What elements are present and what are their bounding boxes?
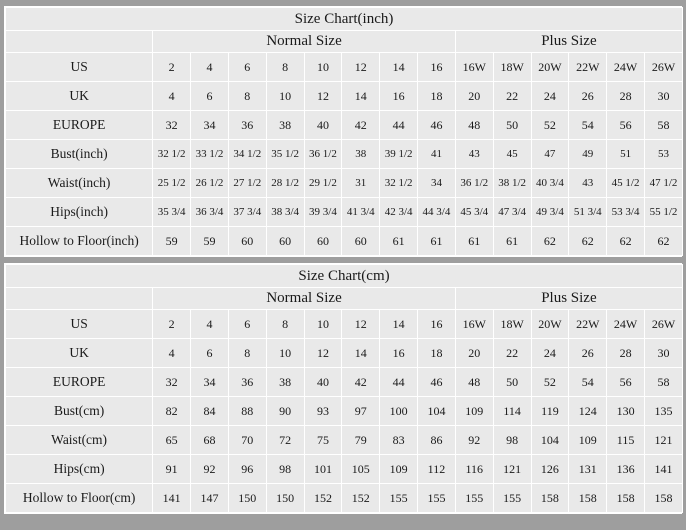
cell: 34 1/2 [228, 140, 266, 169]
cell: 26W [645, 53, 683, 82]
cell: 4 [191, 310, 229, 339]
cell: 155 [493, 484, 531, 513]
cell: 60 [266, 227, 304, 256]
cell: 14 [380, 53, 418, 82]
cell: 8 [266, 310, 304, 339]
cell: 4 [153, 82, 191, 111]
cell: 109 [380, 455, 418, 484]
cell: 49 3/4 [531, 198, 569, 227]
cell: 70 [228, 426, 266, 455]
cell: 47 1/2 [645, 169, 683, 198]
cell: 16W [455, 310, 493, 339]
cell: 51 3/4 [569, 198, 607, 227]
cell: 39 1/2 [380, 140, 418, 169]
row-label: Waist(cm) [6, 426, 153, 455]
cell: 35 3/4 [153, 198, 191, 227]
cell: 14 [342, 82, 380, 111]
cell: 12 [342, 53, 380, 82]
cell: 2 [153, 310, 191, 339]
cell: 28 [607, 82, 645, 111]
table-row [6, 310, 683, 339]
cell: 109 [455, 397, 493, 426]
cell: 10 [266, 82, 304, 111]
cell: 105 [342, 455, 380, 484]
cell: 88 [228, 397, 266, 426]
size-chart-cm [4, 263, 682, 514]
cell: 60 [342, 227, 380, 256]
cell: 101 [304, 455, 342, 484]
cell: 10 [266, 339, 304, 368]
group-row-spacer [6, 31, 153, 53]
cell: 136 [607, 455, 645, 484]
group-row-spacer [6, 288, 153, 310]
table-title-row [6, 8, 683, 31]
row-label: Bust(inch) [6, 140, 153, 169]
cell: 20W [531, 53, 569, 82]
cell: 41 [418, 140, 456, 169]
cell: 152 [342, 484, 380, 513]
cell: 33 1/2 [191, 140, 229, 169]
cell: 86 [418, 426, 456, 455]
table-row [6, 339, 683, 368]
cell: 96 [228, 455, 266, 484]
cell: 27 1/2 [228, 169, 266, 198]
cell: 6 [228, 310, 266, 339]
table-row [6, 82, 683, 111]
row-label: UK [6, 339, 153, 368]
group-header-normal: Normal Size [153, 288, 456, 310]
page-title: Size Chart(inch) [6, 8, 683, 31]
row-label: Bust(cm) [6, 397, 153, 426]
cell: 40 [304, 111, 342, 140]
cell: 47 [531, 140, 569, 169]
cell: 20 [455, 339, 493, 368]
cell: 35 1/2 [266, 140, 304, 169]
cell: 141 [645, 455, 683, 484]
cell: 26 [569, 82, 607, 111]
cell: 56 [607, 368, 645, 397]
cell: 16 [380, 82, 418, 111]
cell: 4 [153, 339, 191, 368]
group-header-plus: Plus Size [455, 31, 682, 53]
cell: 44 3/4 [418, 198, 456, 227]
cell: 18 [418, 82, 456, 111]
cell: 34 [418, 169, 456, 198]
cell: 61 [455, 227, 493, 256]
cell: 25 1/2 [153, 169, 191, 198]
cell: 62 [569, 227, 607, 256]
cell: 51 [607, 140, 645, 169]
cell: 92 [191, 455, 229, 484]
cell: 41 3/4 [342, 198, 380, 227]
cell: 124 [569, 397, 607, 426]
cell: 54 [569, 111, 607, 140]
cell: 8 [228, 339, 266, 368]
table-group-row [6, 31, 683, 53]
cell: 62 [607, 227, 645, 256]
cell: 26 1/2 [191, 169, 229, 198]
cell: 40 3/4 [531, 169, 569, 198]
cell: 61 [418, 227, 456, 256]
cell: 14 [342, 339, 380, 368]
cell: 92 [455, 426, 493, 455]
cell: 6 [191, 339, 229, 368]
cell: 16 [418, 310, 456, 339]
cell: 12 [342, 310, 380, 339]
cell: 45 3/4 [455, 198, 493, 227]
cell: 14 [380, 310, 418, 339]
row-label: Hollow to Floor(inch) [6, 227, 153, 256]
cell: 75 [304, 426, 342, 455]
row-label: Hips(cm) [6, 455, 153, 484]
table-group-row [6, 288, 683, 310]
cell: 40 [304, 368, 342, 397]
group-header-plus: Plus Size [455, 288, 682, 310]
cell: 4 [191, 53, 229, 82]
cell: 20W [531, 310, 569, 339]
cell: 152 [304, 484, 342, 513]
cell: 36 3/4 [191, 198, 229, 227]
cell: 100 [380, 397, 418, 426]
cell: 98 [493, 426, 531, 455]
cell: 32 [153, 368, 191, 397]
row-label: UK [6, 82, 153, 111]
size-chart-inch [4, 6, 682, 257]
cell: 53 [645, 140, 683, 169]
cell: 10 [304, 53, 342, 82]
cell: 53 3/4 [607, 198, 645, 227]
cell: 131 [569, 455, 607, 484]
cell: 6 [191, 82, 229, 111]
cell: 115 [607, 426, 645, 455]
cell: 59 [153, 227, 191, 256]
table-row [6, 169, 683, 198]
cell: 155 [418, 484, 456, 513]
cell: 44 [380, 368, 418, 397]
cell: 24 [531, 339, 569, 368]
table-row [6, 53, 683, 82]
table-row [6, 484, 683, 513]
cell: 26W [645, 310, 683, 339]
cell: 16 [418, 53, 456, 82]
cell: 61 [493, 227, 531, 256]
cell: 68 [191, 426, 229, 455]
cell: 158 [607, 484, 645, 513]
cell: 60 [228, 227, 266, 256]
cell: 112 [418, 455, 456, 484]
cell: 36 [228, 111, 266, 140]
cell: 18W [493, 53, 531, 82]
cell: 84 [191, 397, 229, 426]
cell: 50 [493, 111, 531, 140]
cell: 116 [455, 455, 493, 484]
cell: 135 [645, 397, 683, 426]
cell: 20 [455, 82, 493, 111]
cell: 158 [531, 484, 569, 513]
cell: 32 1/2 [380, 169, 418, 198]
cell: 54 [569, 368, 607, 397]
cell: 45 1/2 [607, 169, 645, 198]
page-title: Size Chart(cm) [6, 265, 683, 288]
cell: 42 [342, 111, 380, 140]
cell: 58 [645, 368, 683, 397]
row-label: Hollow to Floor(cm) [6, 484, 153, 513]
cell: 10 [304, 310, 342, 339]
cell: 46 [418, 111, 456, 140]
table-row [6, 426, 683, 455]
cell: 6 [228, 53, 266, 82]
size-chart-table-cm [5, 264, 683, 513]
row-label: EUROPE [6, 368, 153, 397]
cell: 58 [645, 111, 683, 140]
cell: 36 1/2 [455, 169, 493, 198]
cell: 109 [569, 426, 607, 455]
cell: 48 [455, 368, 493, 397]
cell: 26 [569, 339, 607, 368]
cell: 37 3/4 [228, 198, 266, 227]
table-row [6, 198, 683, 227]
cell: 126 [531, 455, 569, 484]
cell: 45 [493, 140, 531, 169]
cell: 47 3/4 [493, 198, 531, 227]
cell: 55 1/2 [645, 198, 683, 227]
cell: 72 [266, 426, 304, 455]
cell: 38 [342, 140, 380, 169]
table-row [6, 368, 683, 397]
cell: 79 [342, 426, 380, 455]
cell: 147 [191, 484, 229, 513]
cell: 150 [266, 484, 304, 513]
cell: 42 [342, 368, 380, 397]
cell: 119 [531, 397, 569, 426]
cell: 16W [455, 53, 493, 82]
cell: 28 [607, 339, 645, 368]
cell: 155 [380, 484, 418, 513]
cell: 18 [418, 339, 456, 368]
cell: 24 [531, 82, 569, 111]
cell: 22W [569, 53, 607, 82]
cell: 32 [153, 111, 191, 140]
cell: 158 [645, 484, 683, 513]
table-row [6, 397, 683, 426]
cell: 30 [645, 82, 683, 111]
cell: 44 [380, 111, 418, 140]
row-label: Waist(inch) [6, 169, 153, 198]
cell: 83 [380, 426, 418, 455]
table-title-row [6, 265, 683, 288]
cell: 34 [191, 368, 229, 397]
table-row [6, 140, 683, 169]
cell: 91 [153, 455, 191, 484]
cell: 90 [266, 397, 304, 426]
cell: 38 3/4 [266, 198, 304, 227]
table-row [6, 455, 683, 484]
cell: 121 [645, 426, 683, 455]
cell: 2 [153, 53, 191, 82]
cell: 48 [455, 111, 493, 140]
cell: 43 [569, 169, 607, 198]
cell: 12 [304, 82, 342, 111]
cell: 22 [493, 339, 531, 368]
row-label: US [6, 53, 153, 82]
cell: 59 [191, 227, 229, 256]
cell: 31 [342, 169, 380, 198]
cell: 62 [531, 227, 569, 256]
cell: 38 1/2 [493, 169, 531, 198]
cell: 155 [455, 484, 493, 513]
cell: 141 [153, 484, 191, 513]
cell: 39 3/4 [304, 198, 342, 227]
row-label: EUROPE [6, 111, 153, 140]
cell: 32 1/2 [153, 140, 191, 169]
cell: 93 [304, 397, 342, 426]
cell: 30 [645, 339, 683, 368]
cell: 61 [380, 227, 418, 256]
cell: 52 [531, 368, 569, 397]
cell: 130 [607, 397, 645, 426]
cell: 97 [342, 397, 380, 426]
cell: 12 [304, 339, 342, 368]
cell: 98 [266, 455, 304, 484]
cell: 104 [418, 397, 456, 426]
cell: 42 3/4 [380, 198, 418, 227]
cell: 60 [304, 227, 342, 256]
cell: 114 [493, 397, 531, 426]
cell: 18W [493, 310, 531, 339]
cell: 104 [531, 426, 569, 455]
cell: 46 [418, 368, 456, 397]
cell: 29 1/2 [304, 169, 342, 198]
cell: 62 [645, 227, 683, 256]
cell: 49 [569, 140, 607, 169]
cell: 22W [569, 310, 607, 339]
cell: 36 1/2 [304, 140, 342, 169]
cell: 8 [266, 53, 304, 82]
cell: 50 [493, 368, 531, 397]
row-label: Hips(inch) [6, 198, 153, 227]
cell: 36 [228, 368, 266, 397]
group-header-normal: Normal Size [153, 31, 456, 53]
cell: 22 [493, 82, 531, 111]
cell: 158 [569, 484, 607, 513]
cell: 52 [531, 111, 569, 140]
cell: 43 [455, 140, 493, 169]
cell: 56 [607, 111, 645, 140]
table-row [6, 111, 683, 140]
cell: 16 [380, 339, 418, 368]
size-chart-table-inch [5, 7, 683, 256]
cell: 38 [266, 368, 304, 397]
cell: 24W [607, 310, 645, 339]
cell: 65 [153, 426, 191, 455]
table-row [6, 227, 683, 256]
cell: 34 [191, 111, 229, 140]
cell: 82 [153, 397, 191, 426]
cell: 121 [493, 455, 531, 484]
cell: 8 [228, 82, 266, 111]
cell: 150 [228, 484, 266, 513]
row-label: US [6, 310, 153, 339]
cell: 28 1/2 [266, 169, 304, 198]
cell: 24W [607, 53, 645, 82]
cell: 38 [266, 111, 304, 140]
